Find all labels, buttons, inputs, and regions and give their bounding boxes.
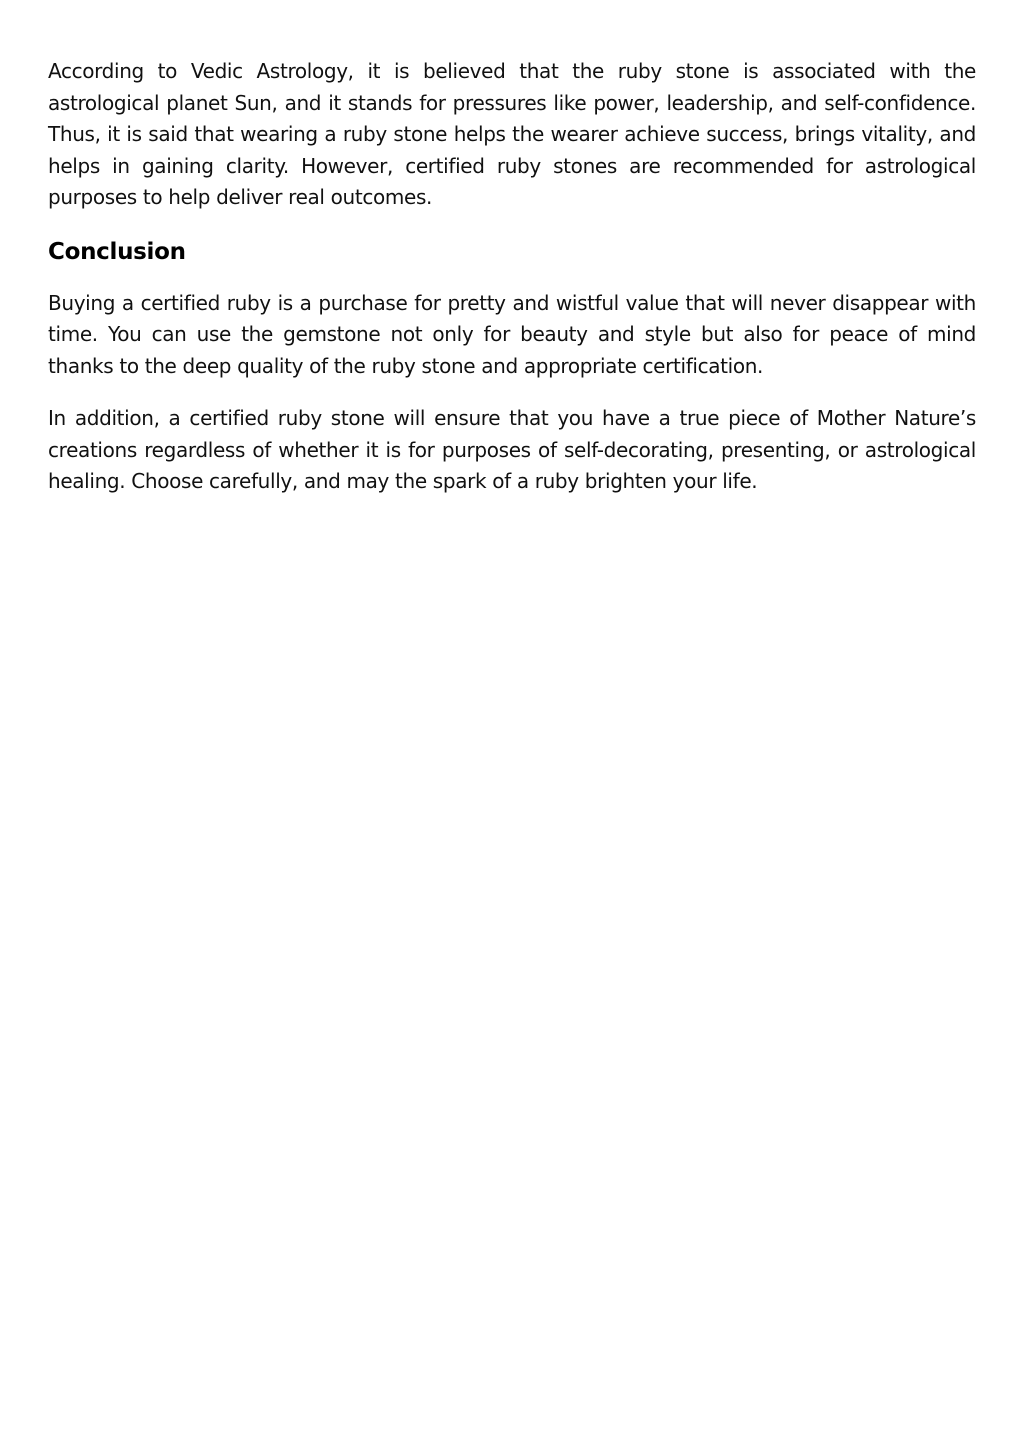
document-page [48, 56, 976, 498]
conclusion-paragraph-2: In addition, a certified ruby stone will ensure that you have a true piece of Mother Nature’s creations regardless of whether it is for purposes of self-decorating, presenting, or astrological healing. Choose carefully, and may the spark of a ruby brighten your life. [48, 406, 976, 493]
conclusion-paragraph-1: Buying a certified ruby is a purchase for pretty and wistful value that will never disappear with time. You can use the gemstone not only for beauty and style but also for peace of mind thanks to the deep quality of the ruby stone and appropriate certification. [48, 290, 976, 378]
conclusion-heading: Conclusion [48, 238, 186, 265]
intro-paragraph: According to Vedic Astrology, it is believed that the ruby stone is associated with the astrological planet Sun, and it stands for pressures like power, leadership, and self-confidence. Thus, it is said that wearing a ruby stone helps the wearer achieve success, brings vitality, and helps in gaining clarity. However, certified ruby stones are recommended for astrological purposes to help deliver real outcomes. [48, 59, 976, 209]
